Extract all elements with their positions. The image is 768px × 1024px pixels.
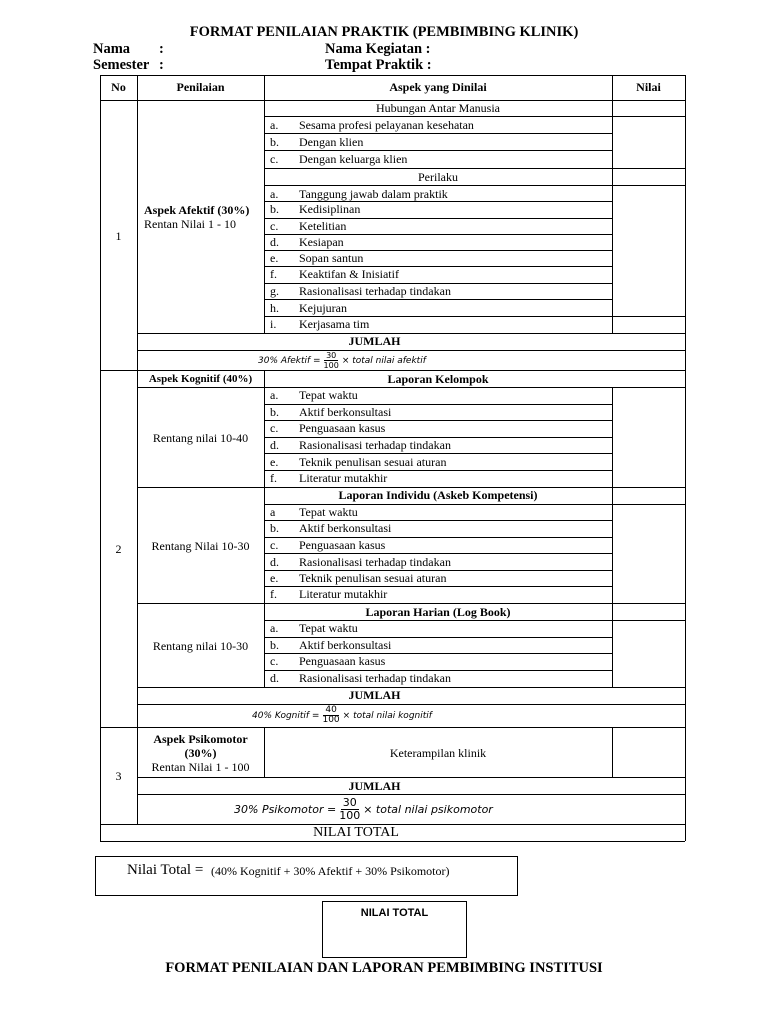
item-text: Dengan keluarga klien bbox=[299, 152, 408, 166]
formula-right: × total nilai afektif bbox=[341, 355, 426, 366]
item-letter: a. bbox=[270, 118, 279, 132]
item-letter: b. bbox=[270, 135, 279, 149]
item-text: Tepat waktu bbox=[299, 505, 358, 519]
item-letter: e. bbox=[270, 251, 279, 265]
item-letter: b. bbox=[270, 521, 279, 535]
item-text: Sopan santun bbox=[299, 251, 364, 265]
section1-group1-title: Hubungan Antar Manusia bbox=[376, 101, 500, 115]
item-text: Rasionalisasi terhadap tindakan bbox=[299, 438, 451, 452]
item-text: Rasionalisasi terhadap tindakan bbox=[299, 671, 451, 685]
formula-denominator: 100 bbox=[323, 361, 339, 370]
item-letter: c. bbox=[270, 654, 279, 668]
item-text: Aktif berkonsultasi bbox=[299, 638, 392, 652]
section2-group1-title: Laporan Kelompok bbox=[387, 372, 489, 386]
nama-colon: : bbox=[159, 41, 164, 57]
section1-formula bbox=[258, 351, 426, 370]
formula-right: × total nilai kognitif bbox=[342, 710, 432, 721]
item-text: Tepat waktu bbox=[299, 621, 358, 635]
item-letter: e. bbox=[270, 571, 279, 585]
item-letter: d. bbox=[270, 235, 279, 249]
item-text: Tanggung jawab dalam praktik bbox=[299, 187, 448, 201]
section2-group3-title: Laporan Harian (Log Book) bbox=[365, 605, 511, 619]
item-letter: e. bbox=[270, 455, 279, 469]
section1-number: 1 bbox=[115, 229, 122, 243]
section3-name-line2: (30%) bbox=[184, 746, 217, 760]
section2-group2-title: Laporan Individu (Askeb Kompetensi) bbox=[338, 488, 538, 502]
section2-group1-range: Rentang nilai 10-40 bbox=[152, 431, 249, 445]
item-text: Penguasaan kasus bbox=[299, 421, 386, 435]
formula-left: 30% Afektif = bbox=[258, 355, 321, 366]
col-header-aspek: Aspek yang Dinilai bbox=[389, 80, 487, 94]
section3-formula bbox=[234, 794, 493, 824]
nilai-total-label: Nilai Total = bbox=[127, 862, 204, 878]
item-letter: a. bbox=[270, 621, 279, 635]
nilai-total-row: NILAI TOTAL bbox=[313, 825, 399, 840]
section2-formula bbox=[252, 704, 432, 727]
formula-numerator: 40 bbox=[325, 705, 337, 715]
item-letter: i. bbox=[270, 317, 277, 331]
tempat-praktik-label: Tempat Praktik : bbox=[325, 57, 432, 73]
section3-range: Rentan Nilai 1 - 100 bbox=[151, 760, 250, 774]
item-text: Literatur mutakhir bbox=[299, 587, 388, 601]
nilai-total-formula-box bbox=[95, 856, 518, 896]
item-letter: c. bbox=[270, 538, 279, 552]
item-letter: h. bbox=[270, 301, 279, 315]
formula-numerator: 30 bbox=[326, 351, 337, 360]
item-text: Rasionalisasi terhadap tindakan bbox=[299, 284, 451, 298]
section2-group2-range: Rentang Nilai 10-30 bbox=[151, 539, 250, 553]
nilai-total-box bbox=[322, 901, 467, 958]
section3-jumlah: JUMLAH bbox=[348, 779, 401, 793]
semester-label: Semester bbox=[93, 57, 150, 73]
section3-number: 3 bbox=[115, 769, 122, 783]
item-text: Kedisiplinan bbox=[299, 202, 361, 216]
item-text: Aktif berkonsultasi bbox=[299, 405, 392, 419]
item-letter: f. bbox=[270, 267, 277, 281]
item-letter: a. bbox=[270, 388, 279, 402]
item-letter: a. bbox=[270, 187, 279, 201]
page-title: FORMAT PENILAIAN PRAKTIK (PEMBIMBING KLINIK) bbox=[189, 24, 579, 40]
item-text: Aktif berkonsultasi bbox=[299, 521, 392, 535]
item-letter: d. bbox=[270, 555, 279, 569]
item-text: Penguasaan kasus bbox=[299, 538, 386, 552]
nilai-total-box-label: NILAI TOTAL bbox=[360, 907, 429, 919]
item-letter: d. bbox=[270, 671, 279, 685]
item-text: Kejujuran bbox=[299, 301, 347, 315]
nama-kegiatan-label: Nama Kegiatan : bbox=[325, 41, 431, 57]
item-letter: b. bbox=[270, 405, 279, 419]
item-text: Keaktifan & Inisiatif bbox=[299, 267, 399, 281]
nama-label: Nama bbox=[93, 41, 131, 57]
item-letter: c. bbox=[270, 152, 279, 166]
item-text: Kerjasama tim bbox=[299, 317, 370, 331]
item-text: Teknik penulisan sesuai aturan bbox=[299, 571, 447, 585]
formula-left: 40% Kognitif = bbox=[252, 710, 320, 721]
section1-name: Aspek Afektif (30%) bbox=[144, 203, 250, 217]
item-letter: b. bbox=[270, 638, 279, 652]
item-letter: g. bbox=[270, 284, 279, 298]
footer-title: FORMAT PENILAIAN DAN LAPORAN PEMBIMBING INSTITUSI bbox=[165, 960, 603, 976]
section3-skill: Keterampilan klinik bbox=[389, 746, 487, 760]
formula-denominator: 100 bbox=[322, 715, 340, 725]
item-text: Rasionalisasi terhadap tindakan bbox=[299, 555, 451, 569]
item-text: Dengan klien bbox=[299, 135, 364, 149]
section2-name: Aspek Kognitif (40%) bbox=[148, 373, 253, 385]
item-letter: d. bbox=[270, 438, 279, 452]
item-letter: f. bbox=[270, 471, 277, 485]
col-header-nilai: Nilai bbox=[636, 80, 661, 94]
formula-numerator: 30 bbox=[342, 795, 357, 809]
col-header-no: No bbox=[111, 80, 126, 94]
item-letter: c. bbox=[270, 421, 279, 435]
item-letter: a bbox=[270, 505, 276, 519]
section1-range: Rentan Nilai 1 - 10 bbox=[144, 217, 236, 231]
section3-name-line1: Aspek Psikomotor bbox=[153, 732, 248, 746]
item-text: Teknik penulisan sesuai aturan bbox=[299, 455, 447, 469]
section2-number: 2 bbox=[115, 542, 122, 556]
nilai-total-detail: (40% Kognitif + 30% Afektif + 30% Psikomotor) bbox=[211, 864, 450, 878]
formula-left: 30% Psikomotor = bbox=[234, 802, 337, 816]
item-text: Sesama profesi pelayanan kesehatan bbox=[299, 118, 474, 132]
semester-colon: : bbox=[159, 57, 164, 73]
col-header-penilaian: Penilaian bbox=[176, 80, 225, 94]
formula-denominator: 100 bbox=[339, 808, 361, 822]
section2-group3-range: Rentang nilai 10-30 bbox=[152, 639, 249, 653]
section1-jumlah: JUMLAH bbox=[348, 334, 401, 348]
item-letter: f. bbox=[270, 587, 277, 601]
item-text: Ketelitian bbox=[299, 219, 347, 233]
item-letter: b. bbox=[270, 202, 279, 216]
item-text: Literatur mutakhir bbox=[299, 471, 388, 485]
item-text: Tepat waktu bbox=[299, 388, 358, 402]
item-text: Kesiapan bbox=[299, 235, 344, 249]
formula-right: × total nilai psikomotor bbox=[363, 802, 493, 816]
section1-group2-title: Perilaku bbox=[418, 170, 458, 184]
item-letter: c. bbox=[270, 219, 279, 233]
section2-jumlah: JUMLAH bbox=[348, 688, 401, 702]
item-text: Penguasaan kasus bbox=[299, 654, 386, 668]
